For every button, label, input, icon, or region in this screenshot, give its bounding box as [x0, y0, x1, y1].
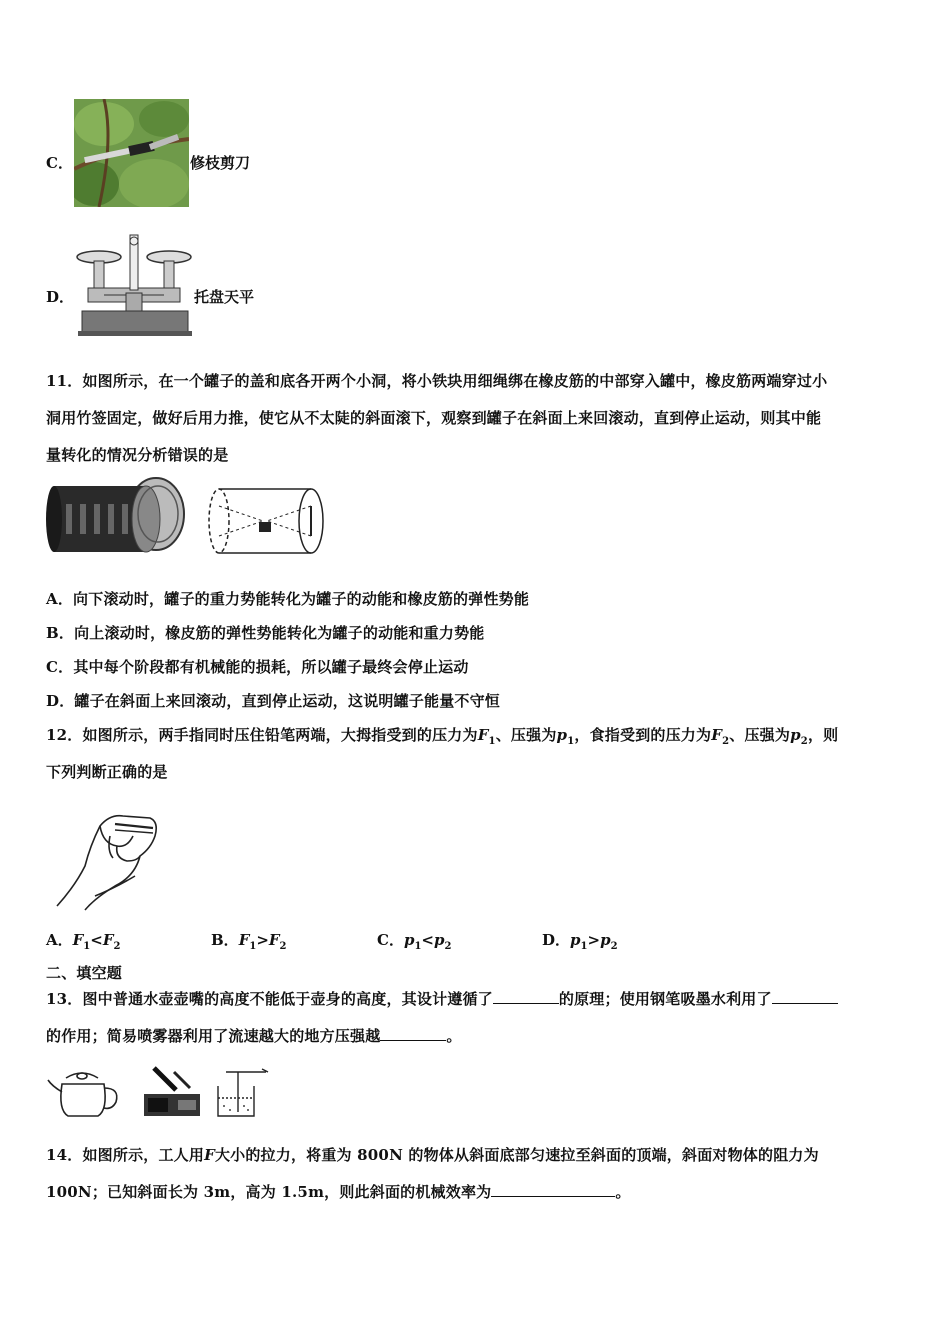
balance-scale-drawing	[74, 233, 194, 338]
q13-line-2	[46, 1025, 462, 1046]
q12-option-b-letter: B．	[211, 931, 239, 949]
q12-stem-line-1	[46, 724, 838, 747]
q12-d-p2: p	[600, 931, 611, 949]
q12-a-f2: F	[102, 931, 114, 949]
q10-option-c-label: 修枝剪刀	[190, 154, 251, 172]
q12-c-op: <	[421, 931, 434, 949]
q12-option-d	[542, 929, 618, 952]
sprayer-diagram	[214, 1064, 270, 1120]
q12-b-s1: 1	[249, 941, 257, 952]
q12-sub-2: 2	[722, 736, 730, 747]
q13-blank-3[interactable]	[380, 1026, 446, 1041]
q10-option-c-letter: C．	[46, 154, 73, 172]
q12-a-s2: 2	[113, 941, 121, 952]
q12-b-s2: 2	[279, 941, 287, 952]
q12-sub-1: 1	[488, 736, 496, 747]
q12-b-f2: F	[268, 931, 280, 949]
q11-stem-line-2: 洞用竹签固定，做好后用力推，使它从不太陡的斜面滚下，观察到罐子在斜面上来回滚动，直到停止运动，则其中能	[46, 409, 822, 427]
q12-symbol-p2: p	[790, 726, 801, 744]
q12-sub-1b: 1	[567, 736, 575, 747]
q12-a-f: F	[72, 931, 84, 949]
q13-text-2a: 的作用；简易喷雾器利用了流速越大的地方压强越	[46, 1027, 381, 1045]
kettle-drawing	[46, 1064, 122, 1120]
q12-stem-text-1: 12．如图所示，两手指同时压住铅笔两端，大拇指受到的压力为	[46, 726, 478, 744]
q14-symbol-f: F	[204, 1146, 215, 1164]
q11-stem-line-1: 11．如图所示，在一个罐子的盖和底各开两个小洞，将小铁块用细绳绑在橡皮筋的中部穿入罐中，橡皮筋两端穿过小	[46, 372, 828, 390]
q12-c-s1: 1	[414, 941, 422, 952]
q12-c-p2: p	[434, 931, 445, 949]
q12-a-op: <	[90, 931, 103, 949]
q11-stem-line-3: 量转化的情况分析错误的是	[46, 446, 229, 464]
q12-d-op: >	[587, 931, 601, 949]
q14-line-1	[46, 1144, 819, 1165]
q13-text-1a: 13．图中普通水壶壶嘴的高度不能低于壶身的高度，其设计遵循了	[46, 990, 493, 1008]
q12-option-c-letter: C．	[377, 931, 404, 949]
fountain-pen-photo	[134, 1064, 206, 1120]
q12-c-p: p	[403, 931, 415, 949]
rolling-can-photo	[46, 474, 186, 564]
q12-stem-text-3: ，食指受到的压力为	[574, 726, 712, 744]
q14-text-1b: 大小的拉力，将重为 800N 的物体从斜面底部匀速拉至斜面的顶端，斜面对物体的阻力为	[214, 1146, 819, 1164]
q12-d-s2: 2	[610, 941, 618, 952]
q13-blank-1[interactable]	[493, 989, 559, 1004]
q11-option-d: D．罐子在斜面上来回滚动，直到停止运动，这说明罐子能量不守恒	[46, 692, 501, 710]
q10-option-d-letter: D．	[46, 288, 75, 306]
q10-option-d-label: 托盘天平	[194, 288, 255, 306]
q12-option-a	[46, 929, 120, 952]
q12-d-p: p	[570, 931, 581, 949]
q14-text-1a: 14．如图所示，工人用	[46, 1146, 205, 1164]
q12-a-s1: 1	[83, 941, 91, 952]
q12-sub-2b: 2	[800, 736, 808, 747]
q14-line-2	[46, 1181, 631, 1202]
q14-text-2a: 100N；已知斜面长为 3m，高为 1.5m，则此斜面的机械效率为	[46, 1183, 492, 1201]
q13-text-1b: 的原理；使用钢笔吸墨水利用了	[558, 990, 772, 1008]
q12-b-f: F	[238, 931, 250, 949]
q12-option-d-letter: D．	[542, 931, 571, 949]
q13-line-1	[46, 988, 838, 1009]
q12-symbol-p: p	[556, 726, 568, 744]
q12-stem-line-2: 下列判断正确的是	[46, 763, 168, 781]
q12-b-op: >	[256, 931, 269, 949]
pruning-shears-photo	[74, 99, 189, 207]
q12-stem-text-5: ，则	[807, 726, 839, 744]
q14-blank-1[interactable]	[491, 1182, 615, 1197]
q11-option-a: A．向下滚动时，罐子的重力势能转化为罐子的动能和橡皮筋的弹性势能	[46, 590, 530, 608]
q12-stem-text-4: 、压强为	[729, 726, 791, 744]
q14-text-2end: 。	[615, 1183, 631, 1201]
q12-option-b	[211, 929, 287, 952]
q13-blank-2[interactable]	[772, 989, 838, 1004]
can-diagram	[205, 486, 327, 556]
q12-stem-text-2: 、压强为	[495, 726, 557, 744]
q11-option-c: C．其中每个阶段都有机械能的损耗，所以罐子最终会停止运动	[46, 658, 469, 676]
q12-option-a-letter: A．	[46, 931, 73, 949]
q11-option-b: B．向上滚动时，橡皮筋的弹性势能转化为罐子的动能和重力势能	[46, 624, 485, 642]
hand-pencil-drawing	[55, 806, 163, 912]
q12-option-c	[377, 929, 451, 952]
q12-d-s1: 1	[580, 941, 588, 952]
q12-symbol-f2: F	[711, 726, 723, 744]
q13-text-2end: 。	[446, 1027, 462, 1045]
q12-symbol-f: F	[477, 726, 489, 744]
section-title-fill-in: 二、填空题	[46, 964, 123, 982]
q12-c-s2: 2	[444, 941, 452, 952]
